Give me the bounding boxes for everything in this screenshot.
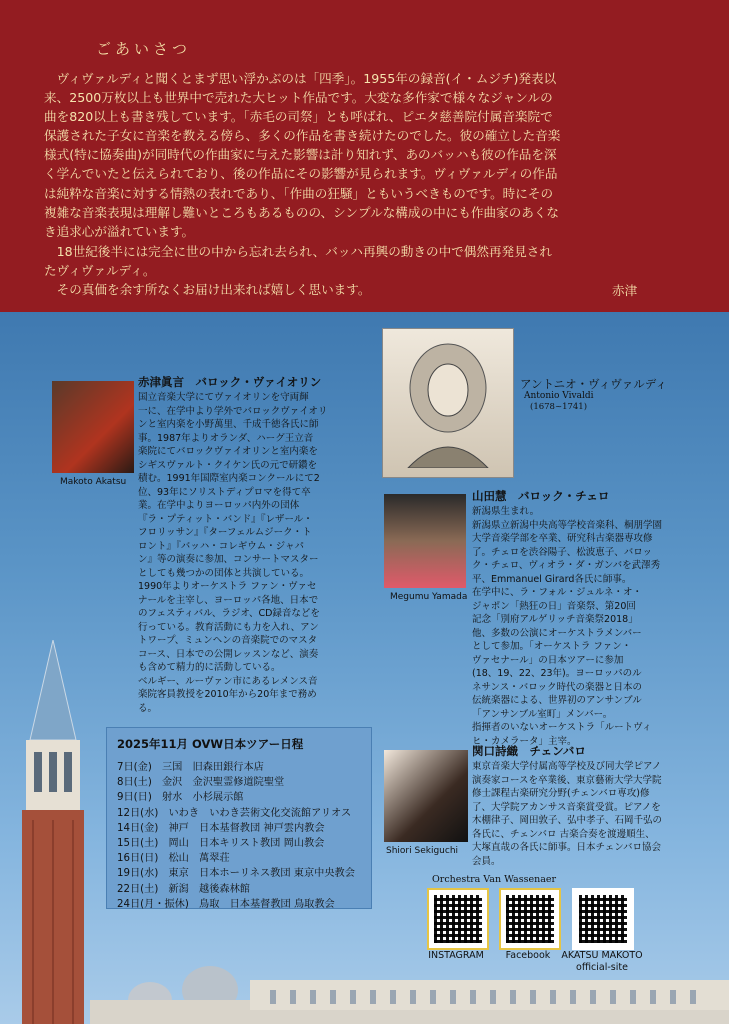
- akatsu-photo: [52, 381, 134, 473]
- sekiguchi-caption: Shiori Sekiguchi: [386, 846, 459, 856]
- akatsu-caption: Makoto Akatsu: [60, 477, 127, 487]
- schedule-item: 22日(土) 新潟 越後森林館: [117, 883, 250, 895]
- facebook-label[interactable]: Facebook: [505, 950, 551, 961]
- schedule-item: 14日(金) 神戸 日本基督教団 神戸雲内教会: [117, 822, 325, 834]
- sekiguchi-bio: 東京音楽大学付属高等学校及び同大学ピアノ 演奏家コースを卒業後、東京藝術大学大学院 修士課程古楽研究分野(チェンバロ専攻)修 了、大学院アカンサス音楽賞受賞。ピアノを 木棚律子、岡田敦子、弘中孝子、石岡千弘の 各氏に、チェンバロ 古楽合奏を渡邊順生、 大塚直哉の各氏に師事。日本チェンバロ協会 会員。: [472, 761, 663, 867]
- sekiguchi-name: 関口詩織 チェンバロ: [472, 744, 586, 758]
- instagram-qr-code[interactable]: [427, 888, 489, 950]
- official-site-label[interactable]: AKATSU MAKOTO: [561, 950, 643, 961]
- vivaldi-name: アントニオ・ヴィヴァルディ: [520, 377, 667, 391]
- schedule-item: 8日(土) 金沢 金沢聖霊修道院聖堂: [117, 777, 285, 789]
- greeting-paragraph-2: 18世紀後半には完全に世の中から忘れ去られ、バッハ再興の動きの中で偶然再発見され たヴィヴァルディ。: [44, 244, 552, 279]
- greeting-paragraph-1: ヴィヴァルディと聞くとまず思い浮かぶのは「四季」。1955年の録音(イ・ムジチ)発表以 来、2500万枚以上も世界中で売れた大ヒット作品です。大変な多作家で様々なジャンルの 曲を820以上も書き残しています。「赤毛の司祭」とも呼ばれ、ピエタ慈善院付属音楽院で 保護された子女に音楽を教える傍ら、多くの作品を書き続けたのでした。彼の確立した音楽 様式(特に協奏曲)が同時代の作曲家に与えた影響は計り知れず、あのバッハも彼の作品を深 く学んでいたと伝えられており、後の作品にその影響が見られます。ヴィヴァルディの作品 は純粋な音楽に対する情熱の表れであり、「作曲の狂騒」ともいうべきものです。時にその 複雑な音楽表現は理解し難いところもあるものの、シンプルな構成の中にも作曲家のあくな き追求心が溢れています。: [44, 71, 561, 239]
- schedule-item: 15日(土) 岡山 日本キリスト教団 岡山教会: [117, 838, 325, 850]
- orchestra-label: Orchestra Van Wassenaer: [432, 874, 557, 885]
- greeting-signature: 赤津: [612, 283, 638, 298]
- vivaldi-portrait-illustration: [400, 338, 496, 468]
- schedule-item: 16日(日) 松山 萬翠荘: [117, 853, 230, 865]
- official-site-qr-code[interactable]: [572, 888, 634, 950]
- greeting-title: ごあいさつ: [96, 40, 192, 58]
- schedule-item: 19日(水) 東京 日本ホーリネス教団 東京中央教会: [117, 868, 355, 880]
- yamada-bio: 新潟県生まれ。 新潟県立新潟中央高等学校音楽科、桐朋学園 大学音楽学部を卒業、研究科古楽器専攻修 了。チェロを渋谷陽子、松波恵子、バロッ ク・チェロ、ヴィオラ・ダ・ガンバを武澤秀 平、Emmanuel Girard各氏に師事。 在学中に、ラ・フォル・ジュルネ・オ・ ジャポン「熱狂の日」音楽祭、第20回 記念「別府アルゲリッチ音楽祭2018」 他、多数の公演にオーケストラメンバー として参加。「オーケストラ ファン・ ヴァセナール」の日本ツアーに参加 (18、19、22、23年)。ヨーロッパのル ネサンス・バロック時代の楽器と日本の 伝統楽器による、世界初のアンサンブル 「アンサンブル室町」メンバー。 指揮者のいないオーケストラ「ルートヴィ ヒ・カメラータ」主宰。: [472, 506, 663, 747]
- instagram-label[interactable]: INSTAGRAM: [428, 950, 484, 961]
- facebook-qr-code[interactable]: [499, 888, 561, 950]
- yamada-caption: Megumu Yamada: [390, 592, 468, 602]
- greeting-paragraph-3: その真価を余す所なくお届け出来れば嬉しく思います。: [44, 282, 371, 297]
- schedule-item: 9日(日) 射水 小杉展示館: [117, 792, 244, 804]
- schedule-item: 24日(月・振休) 鳥取 日本基督教団 鳥取教会: [117, 898, 335, 910]
- sekiguchi-photo: [384, 750, 468, 842]
- tour-schedule-list: [117, 760, 355, 912]
- yamada-name: 山田慧 バロック・チェロ: [472, 489, 610, 503]
- tour-schedule-title: 2025年11月 OVW日本ツアー日程: [117, 737, 304, 751]
- bell-tower-illustration: [8, 640, 98, 1024]
- vivaldi-latin: Antonio Vivaldi: [524, 391, 594, 401]
- vivaldi-years: (1678~1741): [530, 402, 588, 412]
- yamada-photo: [384, 494, 466, 588]
- schedule-item: 12日(水) いわき いわき芸術文化交流館アリオス: [117, 807, 352, 819]
- official-site-sublabel[interactable]: official-site: [576, 962, 628, 973]
- schedule-item: 7日(金) 三国 旧森田銀行本店: [117, 762, 264, 773]
- akatsu-bio: 国立音楽大学にてヴァイオリンを守両輝 一に、在学中より学外でバロックヴァイオリ ンと室内楽を小野萬里、千成千徳各氏に師 事。1987年よりオランダ、ハーグ王立音 楽院にてバロックヴァイオリンと室内楽を シギスヴァルト・クイケン氏の元で研鑽を 積む。1991年国際室内楽コンクールにて2 位、93年にソリストディプロマを得て卒 業。在学中よりヨーロッパ内外の団体 『ラ・プティット・バンド』『レザール・ フロリッサン』『ターフェルムジーク・ト ロント』『バッハ・コレギウム・ジャパ ン』等の演奏に参加、コンサートマスター としても幾つかの団体と共演している。 1990年よりオーケストラ ファン・ヴァセ ナールを主宰し、ヨーロッパ各地、日本で のフェスティバル、ラジオ、CD録音などを 行っている。教育活動にも力を入れ、アン トワープ、ミュンヘンの音楽院でのマスタ コース、日本での公開レッスンなど、演奏 も含めて精力的に活動している。 ベルギー、ルーヴァン市にあるレメンス音 楽院客員教授を2010年から20年まで務め る。: [138, 392, 328, 714]
- tour-schedule-box: [106, 727, 372, 909]
- akatsu-name: 赤津眞言 バロック・ヴァイオリン: [138, 375, 322, 389]
